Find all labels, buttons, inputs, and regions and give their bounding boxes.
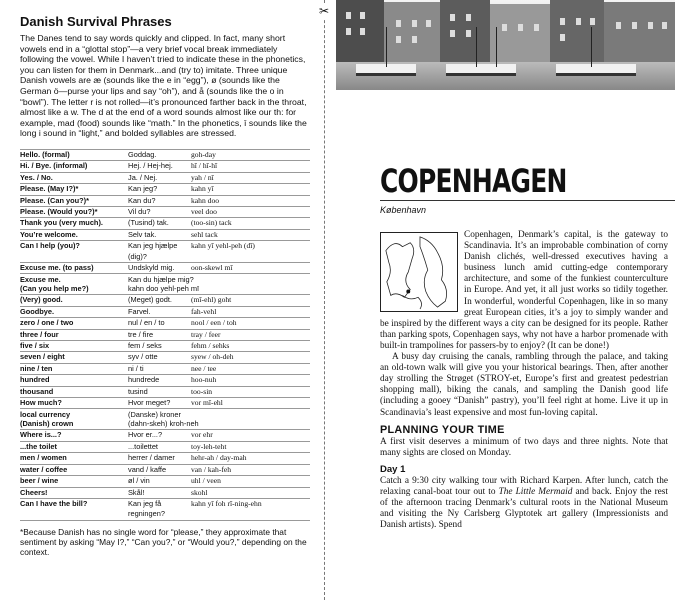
little-mermaid-title: The Little Mermaid	[498, 487, 573, 498]
phrase-da: Goddag.	[128, 149, 157, 159]
section-heading: PLANNING YOUR TIME	[380, 423, 505, 436]
phrase-da: Kan jeg få regningen?	[128, 498, 165, 519]
phrase-da: Hvor meget?	[128, 398, 171, 408]
phrase-pr: uhl / veen	[191, 476, 221, 486]
phrase-row	[20, 464, 310, 475]
phrase-row	[20, 262, 310, 273]
city-local-name: København	[380, 205, 427, 215]
phrase-en: local currency (Danish) crown	[20, 410, 74, 429]
phrase-pr: too-sin	[191, 386, 213, 396]
phrase-da: hundrede	[128, 375, 160, 385]
phrase-da: Kan jeg hjælpe (dig)?	[128, 241, 178, 261]
phrase-en: seven / eight	[20, 352, 65, 362]
phrase-pr: syew / oh-deh	[191, 352, 234, 362]
phrase-da: tusind	[128, 386, 148, 396]
title-rule	[380, 200, 675, 201]
phrase-pr: goh-day	[191, 149, 216, 159]
phrase-pr: sehl tack	[191, 229, 218, 239]
phrase-en: three / four	[20, 329, 59, 339]
phrase-en: Hi. / Bye. (informal)	[20, 161, 88, 171]
phrase-pr: (mī-ehl) goht	[191, 295, 232, 305]
phrase-row	[20, 441, 310, 452]
phrase-row	[20, 487, 310, 498]
phrase-en: Please. (Can you?)*	[20, 195, 89, 205]
phrase-en: Cheers!	[20, 487, 48, 497]
phrase-row	[20, 306, 310, 317]
scissors-icon: ✂	[318, 4, 330, 18]
phrase-row	[20, 374, 310, 385]
phrase-da: Farvel.	[128, 306, 151, 316]
phrase-row	[20, 240, 310, 262]
second-paragraph: A busy day cruising the canals, rambling through the palace, and taking an old-town walk will give you your historical bearings. Then, after another day strolling the Strøget (STROY-et, Europe’s first and greatest pedestrian shopping mall), biking the canals, and sampling the Danish good life (including a gooey “Danish” pastry), you’ll feel right at home. Live it up in Scandinavia’s least expensive and most fun-loving capital.	[380, 352, 668, 418]
phrase-en: You’re welcome.	[20, 229, 78, 239]
phrase-pr: kahn yī yehl-peh (dī)	[191, 241, 255, 251]
phrase-da: øl / vin	[128, 476, 150, 486]
phrase-en: Hello. (formal)	[20, 149, 70, 159]
phrase-row	[20, 149, 310, 160]
phrase-da: Selv tak.	[128, 229, 157, 239]
phrase-en: zero / one / two	[20, 318, 74, 328]
phrase-row	[20, 329, 310, 340]
planning-paragraph: A first visit deserves a minimum of two days and three nights. Note that many sights are closed on Monday.	[380, 436, 668, 458]
phrase-en: water / coffee	[20, 464, 68, 474]
phrase-da: Kan du hjælpe mig? kahn doo yehl-peh mī	[128, 275, 200, 294]
phrase-pr: kahn yī foh rī-ning-ehn	[191, 498, 262, 508]
phrase-pr: hoo-nuh	[191, 375, 217, 385]
phrase-row	[20, 217, 310, 228]
phrase-row	[20, 273, 310, 294]
phrase-da: (Tusind) tak.	[128, 218, 169, 228]
phrase-row	[20, 408, 310, 429]
city-body	[380, 230, 668, 531]
phrase-pr: yah / nī	[191, 172, 214, 182]
phrase-en: Yes. / No.	[20, 172, 53, 182]
phrase-en: thousand	[20, 386, 54, 396]
phrase-en: Please. (May I?)*	[20, 184, 79, 194]
phrase-en: five / six	[20, 341, 50, 351]
phrase-row	[20, 498, 310, 521]
phrase-da: Undskyld mig.	[128, 263, 175, 272]
phrases-title: Danish Survival Phrases	[20, 14, 172, 29]
phrase-en: Goodbye.	[20, 306, 55, 316]
phrase-en: nine / ten	[20, 363, 53, 373]
phrase-da: Skål!	[128, 487, 145, 497]
phrases-footnote: *Because Danish has no single word for “please,” they approximate that sentiment by asking “May I?,” “Can you?,” or “Would you?,” depending on the context.	[20, 526, 307, 558]
phrase-row	[20, 340, 310, 351]
phrase-row	[20, 363, 310, 374]
phrase-pr: fehm / sehks	[191, 341, 230, 351]
phrase-row	[20, 294, 310, 305]
day-heading: Day 1	[380, 463, 406, 475]
phrase-pr: vor ehr	[191, 430, 213, 440]
phrase-da: tre / fire	[128, 329, 154, 339]
nyhavn-photo	[336, 0, 675, 90]
phrase-en: ...the toilet	[20, 441, 57, 451]
phrase-en: Can I help (you)?	[20, 241, 80, 251]
phrase-row	[20, 429, 310, 440]
phrase-pr: van / kah-feh	[191, 464, 232, 474]
phrase-da: Kan jeg?	[128, 184, 158, 194]
phrase-row	[20, 183, 310, 194]
phrase-da: nul / en / to	[128, 318, 165, 328]
phrase-pr: oon-skewl mī	[191, 263, 233, 272]
phrase-da: Ja. / Nej.	[128, 172, 158, 182]
phrase-pr: hehr-ah / day-mah	[191, 453, 247, 463]
phrase-en: Where is...?	[20, 430, 62, 440]
phrase-pr: tray / feer	[191, 329, 221, 339]
day1-paragraph: Catch a 9:30 city walking tour with Richard Karpen. After lunch, catch the relaxing canal-boat tour out to The Little Mermaid and back. Enjoy the rest of the afternoon tracing Denmark’s cultural roots in the National Museum and visiting the Ny Carlsberg Glyptotek art gallery (Impressionists and Danish artists). Spend	[380, 475, 668, 531]
phrase-en: How much?	[20, 398, 62, 408]
phrase-pr: toy-leh-teht	[191, 441, 227, 451]
phrase-da: Kan du?	[128, 195, 156, 205]
phrase-row	[20, 351, 310, 362]
phrase-row	[20, 229, 310, 240]
phrase-da: ...toilettet	[128, 441, 158, 451]
phrase-row	[20, 386, 310, 397]
phrase-pr: (too-sin) tack	[191, 218, 232, 228]
locator-map	[380, 232, 458, 312]
phrase-en: Excuse me. (Can you help me?)	[20, 275, 89, 294]
intro-paragraph: Copenhagen, Denmark’s capital, is the gateway to Scandinavia. It’s an improbable combination of corny Danish clichés, well-dressed executives having a business lunch amid cutting-edge contemporary architecture, and some of the funkiest counterculture in Europe. And yet, it all just works so tidily together. In wonderful, wonderful Copenhagen, like in so many great European cities, it’s a joy to simply wander and be inspired by the different ways a city can be designed for its people. Rather than parking spots, Copenhagen says, why not have a harbor promenade with built-in trampolines for passers-by to enjoy? (It can be done!)	[380, 230, 668, 351]
phrase-en: hundred	[20, 375, 50, 385]
phrase-da: ni / ti	[128, 363, 144, 373]
phrase-pr: skohl	[191, 487, 208, 497]
phrase-da: vand / kaffe	[128, 464, 167, 474]
phrase-en: men / women	[20, 453, 67, 463]
phrase-en: beer / wine	[20, 476, 59, 486]
phrase-pr: veel doo	[191, 206, 217, 216]
phrase-row	[20, 317, 310, 328]
phrase-pr: nool / een / toh	[191, 318, 237, 328]
city-title: COPENHAGEN	[380, 162, 567, 200]
phrase-row	[20, 160, 310, 171]
phrase-row	[20, 397, 310, 408]
phrases-table	[20, 149, 310, 521]
phrase-da: herrer / damer	[128, 453, 175, 463]
copenhagen-column	[336, 0, 675, 600]
phrase-pr: nee / tee	[191, 363, 217, 373]
phrase-da: syv / otte	[128, 352, 158, 362]
phrase-row	[20, 452, 310, 463]
phrase-da: Vil du?	[128, 206, 151, 216]
phrase-pr: kahn doo	[191, 195, 220, 205]
phrase-row	[20, 475, 310, 486]
phrase-pr: vor mī-ehl	[191, 398, 223, 408]
phrase-pr: kahn yī	[191, 184, 214, 194]
phrase-row	[20, 195, 310, 206]
phrase-pr: fah-vehl	[191, 306, 217, 316]
phrase-en: (Very) good.	[20, 295, 63, 305]
phrase-row	[20, 172, 310, 183]
phrase-row	[20, 206, 310, 217]
phrase-en: Can I have the bill?	[20, 498, 88, 508]
phrase-da: (Meget) godt.	[128, 295, 172, 305]
cut-line	[324, 0, 325, 600]
phrase-pr: hī / hī-hī	[191, 161, 218, 171]
phrases-intro: The Danes tend to say words quickly and clipped. In fact, many short vowels end in a “glottal stop”—a very brief vocal break immediately following the vowel. While I haven’t tried to indicate these in the phonetics, you can listen for them in Denmark...and (try to) imitate. Three unique Danish vowels are æ (sounds like the e in “egg”), ø (sounds like the German ö—purse your lips and say “oh”), and å (sounds like the o in “bowl”). The letter r is not rolled—it’s pronounced farther back in the throat, almost like a w. The d at the end of a word sounds almost like our th: for example, mad (food) sounds like “math.” In the phonetics, ī sounds like the long i sound in “light,” and bolded syllables are stressed.	[20, 33, 307, 139]
phrase-da: (Danske) kroner (dahn-skeh) kroh-neh	[128, 410, 199, 429]
phrase-da: Hvor er...?	[128, 430, 163, 440]
phrase-en: Thank you (very much).	[20, 218, 103, 228]
phrase-da: fem / seks	[128, 341, 162, 351]
phrases-column	[0, 0, 318, 600]
phrase-da: Hej. / Hej-hej.	[128, 161, 173, 171]
phrase-en: Please. (Would you?)*	[20, 206, 98, 216]
phrase-en: Excuse me. (to pass)	[20, 263, 94, 272]
